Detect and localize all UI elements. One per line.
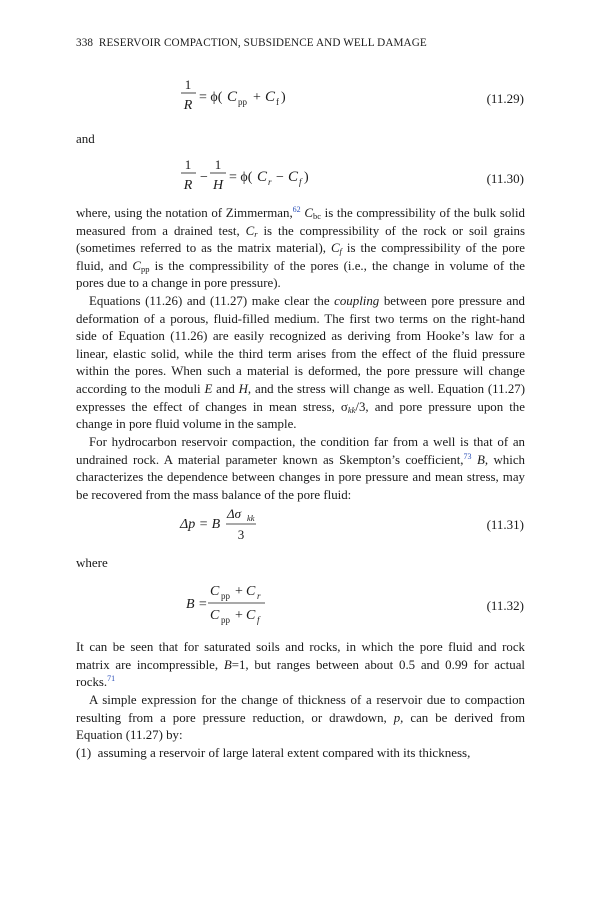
eq29-plus: + <box>253 90 261 105</box>
eq29-denominator: R <box>183 98 193 113</box>
eq32-num-sub-pp: pp <box>221 591 230 601</box>
eq29-numerator: 1 <box>184 77 192 92</box>
reference-62[interactable]: 62 <box>292 205 301 214</box>
connector-and: and <box>76 131 95 146</box>
para5-text-a: A simple expression for the change of thickness of a reservoir due to compaction resulting from a pore pressure reduction, or drawdown, <box>76 693 525 725</box>
paragraph-skempton <box>76 434 525 504</box>
para1-text-b: is the compressibility of the bulk solid measured from a drained test, <box>76 206 525 238</box>
eq30-minus: − <box>200 170 208 185</box>
eq30-minus2: − <box>276 170 284 185</box>
equation-11-29 <box>0 75 600 125</box>
eq32-num-sub-r: r <box>257 591 261 601</box>
para2-text-e: /3, and pore pressure upon the change in pore fluid volume in the sample. <box>76 399 525 432</box>
equation-11-31 <box>0 505 600 555</box>
connector-where: where <box>76 555 108 570</box>
subscript-r: r <box>254 228 258 239</box>
equation-11-32 <box>0 578 600 628</box>
eq32-num-c1: C <box>210 584 220 599</box>
eq32-lhs: B = <box>186 597 208 612</box>
para4-text-a: It can be seen that for saturated soils and rocks, in which the pore fluid and rock matrix are incompressible, <box>76 640 525 672</box>
eq30-rhs-prefix: = ϕ( <box>229 170 253 185</box>
para2-text-c: and <box>212 381 239 396</box>
eq29-c1: C <box>227 89 238 105</box>
eq32-den-c2: C <box>246 608 256 623</box>
subscript-pp: pp <box>141 263 150 274</box>
para1-text-c: is the compressibility of the rock or soil grains (sometimes referred to as the matrix material), <box>76 223 526 256</box>
eq32-den-c1: C <box>210 608 220 623</box>
eq32-den-plus: + <box>235 608 243 623</box>
symbol-B: B, <box>471 452 489 467</box>
eq31-numerator: Δσ <box>227 506 242 521</box>
symbol-B-eq-1: B <box>223 657 232 672</box>
paragraph-thickness-change <box>76 692 525 745</box>
eq29-sub-pp: pp <box>238 97 247 107</box>
eq32-num-c2: C <box>246 584 256 599</box>
list-item <box>76 745 546 761</box>
para1-text-d: is the compressibility of the pore fluid, and <box>76 241 525 273</box>
running-title: RESERVOIR COMPACTION, SUBSIDENCE AND WELL DAMAGE <box>98 37 427 49</box>
symbol-E: E <box>204 381 213 396</box>
eq29-close: ) <box>281 90 286 105</box>
paragraph-zimmerman-notation <box>76 205 525 293</box>
list-item-text: assuming a reservoir of large lateral extent compared with its thickness, <box>97 745 471 760</box>
para2-text-a: Equations (11.26) and (11.27) make clear the <box>89 294 335 308</box>
eq30-den2: H <box>212 178 224 193</box>
equation-number-11-32: (11.32) <box>486 598 524 613</box>
para4-text-b: =1, but ranges between about 0.5 and 0.99 for actual rocks. <box>76 657 525 690</box>
eq32-den-sub-f: f <box>257 615 260 625</box>
eq32-den-sub-pp: pp <box>221 615 230 625</box>
symbol-c-pp: C <box>132 258 142 273</box>
running-header <box>76 37 427 49</box>
eq31-denominator: 3 <box>237 527 245 542</box>
paragraph-incompressible <box>76 639 525 692</box>
equation-number-11-29: (11.29) <box>486 91 524 106</box>
paragraph-coupling <box>76 293 525 434</box>
para3-text-a: For hydrocarbon reservoir compaction, the condition far from a well is that of an undrained rock. A material parameter known as Skempton’s coefficient, <box>76 435 525 467</box>
eq29-rhs-prefix: = ϕ( <box>199 90 223 105</box>
equation-number-11-30: (11.30) <box>486 171 524 186</box>
symbol-H: H <box>238 381 248 396</box>
para5-text-b: can be derived from Equation (11.27) by: <box>76 710 525 743</box>
subscript-f: f <box>339 246 342 257</box>
symbol-c-r: C <box>245 223 255 238</box>
symbol-c-f: C <box>330 241 340 256</box>
subscript-bc: bc <box>312 211 321 221</box>
para1-text-a: where, using the notation of Zimmerman, <box>76 206 293 220</box>
eq31-lhs: Δp = B <box>180 517 221 532</box>
eq30-num2: 1 <box>214 157 222 172</box>
equation-number-11-31: (11.31) <box>486 517 524 532</box>
eq32-num-plus: + <box>235 584 243 599</box>
eq30-sub-f: f <box>299 177 302 187</box>
para2-text-b: between pore pressure and deformation of a porous, fluid-filled medium. The first two terms on the right-hand side of Equation (11.26) are easily recognized as deriving from Hooke’s law for a linear, elastic solid, while the third term arises from the effect of the fluid pressure within the pores. When such a material is deformed, the pore pressure will change according to the moduli <box>76 294 525 396</box>
para3-text-b: which characterizes the dependence between changes in pore pressure and mean stress, may be recovered from the mass balance of the pore fluid: <box>76 452 525 502</box>
reference-71[interactable]: 71 <box>107 674 116 684</box>
eq31-sub-kk: kk <box>247 513 255 523</box>
para2-text-d: , and the stress will change as well. Equation (11.27) expresses the effect of changes in mean stress, σ <box>76 381 525 414</box>
eq30-den1: R <box>183 178 193 193</box>
eq30-c2: C <box>288 169 299 185</box>
eq30-num1: 1 <box>184 157 192 172</box>
eq29-c2: C <box>265 89 276 105</box>
symbol-p: p, <box>393 710 404 725</box>
eq29-sub-f: f <box>276 97 279 107</box>
eq30-c1: C <box>257 169 268 185</box>
symbol-c-bc: C <box>304 206 313 220</box>
para1-text-e: is the compressibility of the pores (i.e., the change in volume of the pores due to a change in pore pressure). <box>76 258 525 291</box>
eq30-sub-r: r <box>268 177 272 187</box>
equation-11-30 <box>0 155 600 205</box>
list-marker: (1) <box>76 745 92 760</box>
subscript-kk: kk <box>347 404 356 415</box>
term-coupling: coupling <box>334 294 380 308</box>
page-number: 338 <box>76 37 94 49</box>
eq30-close: ) <box>304 170 309 185</box>
reference-73[interactable]: 73 <box>463 451 472 461</box>
